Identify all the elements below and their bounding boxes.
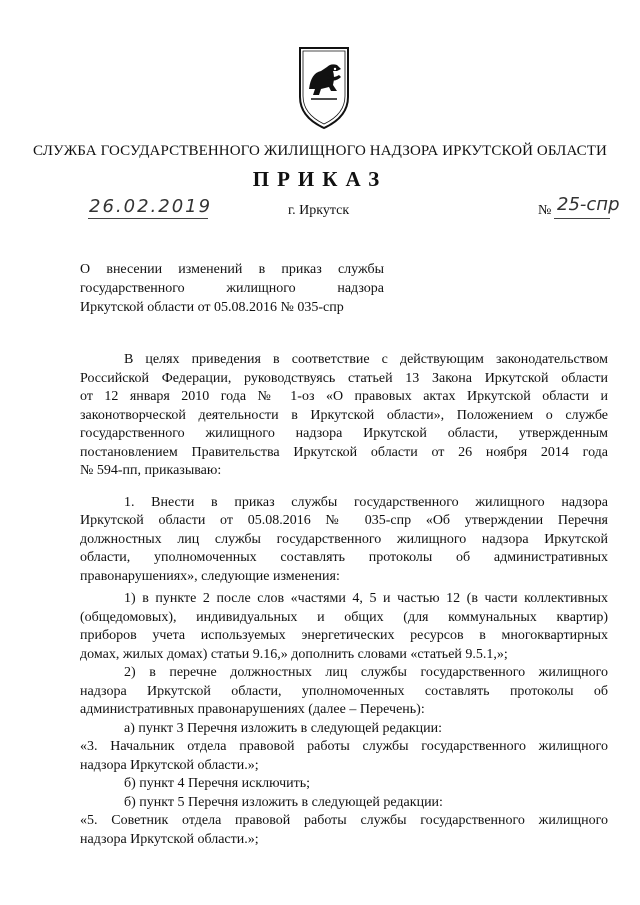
sub2-line: административных правонарушениях (далее – Перечень): [80, 702, 425, 717]
sub2c-line: б) пункт 5 Перечня изложить в следующей редакции: [124, 794, 443, 810]
preamble-line: государственного жилищного надзора Иркутской области, утвержденным [80, 426, 608, 441]
preamble-line: законотворческой деятельности в Иркутской области», Положением о службе [80, 407, 608, 423]
sub2a-text-line: надзора Иркутской области.»; [80, 757, 259, 773]
handwritten-date: 26.02.2019 [89, 196, 213, 217]
sub2-line: 2) в перечне должностных лиц службы государственного жилищного [124, 665, 608, 680]
sub1-line: приборов учета используемых энергетических ресурсов в многоквартирных [80, 628, 608, 643]
sub2-line: надзора Иркутской области, уполномоченных составлять протоколы об [80, 683, 608, 699]
date-underline [88, 218, 208, 219]
sub2c-text-line: надзора Иркутской области.»; [80, 831, 259, 847]
order-subject [80, 260, 384, 317]
subject-line: Иркутской области от 05.08.2016 № 035-спр [80, 300, 344, 315]
item1-line: Иркутской области от 05.08.2016 № 035-спр «Об утверждении Перечня [80, 513, 608, 528]
city: г. Иркутск [288, 203, 350, 218]
irkutsk-coat-of-arms-icon [297, 45, 351, 131]
sub2c-text-line: «5. Советник отдела правовой работы службы государственного жилищного [80, 813, 608, 828]
sub1-line: (общедомовых), индивидуальных и общих (для коммунальных квартир) [80, 609, 608, 625]
preamble-line: № 594-пп, приказываю: [80, 463, 222, 478]
preamble-line: от 12 января 2010 года № 1-оз «О правовых актах Иркутской области и [80, 389, 608, 404]
handwritten-number: 25-спр [557, 194, 620, 215]
item1-line: правонарушениях», следующие изменения: [80, 568, 340, 584]
number-sign: № [538, 203, 552, 218]
order-body [80, 351, 608, 849]
sub2a-line: а) пункт 3 Перечня изложить в следующей редакции: [124, 720, 443, 736]
preamble-line: постановлением Правительства Иркутской области от 26 ноября 2014 года [80, 444, 608, 460]
item1-line: 1. Внести в приказ службы государственного жилищного надзора [124, 494, 608, 510]
item1-line: области, уполномоченных составлять протоколы об административных [80, 550, 608, 565]
preamble-line: Российской Федерации, руководствуясь статьей 13 Закона Иркутской области [80, 370, 608, 386]
sub1-line: 1) в пункте 2 после слов «частями 4, 5 и частью 12 (в части коллективных [124, 591, 608, 606]
item1-line: должностных лиц службы государственного жилищного надзора Иркутской [80, 531, 608, 547]
sub2a-text-line: «3. Начальник отдела правовой работы службы государственного жилищного [80, 739, 608, 754]
subject-line: государственного жилищного надзора [80, 281, 384, 296]
preamble-line: В целях приведения в соответствие с действующим законодательством [124, 352, 608, 367]
number-underline [554, 218, 610, 219]
subject-line: О внесении изменений в приказ службы [80, 262, 384, 277]
sub1-line: домах, жилых домах) статьи 9.16,» дополнить словами «статьей 9.5.1,»; [80, 646, 508, 662]
document-type: ПРИКАЗ [252, 167, 388, 191]
organization-name: СЛУЖБА ГОСУДАРСТВЕННОГО ЖИЛИЩНОГО НАДЗОРА ИРКУТСКОЙ ОБЛАСТИ [33, 143, 607, 159]
sub2b-line: б) пункт 4 Перечня исключить; [124, 776, 311, 791]
